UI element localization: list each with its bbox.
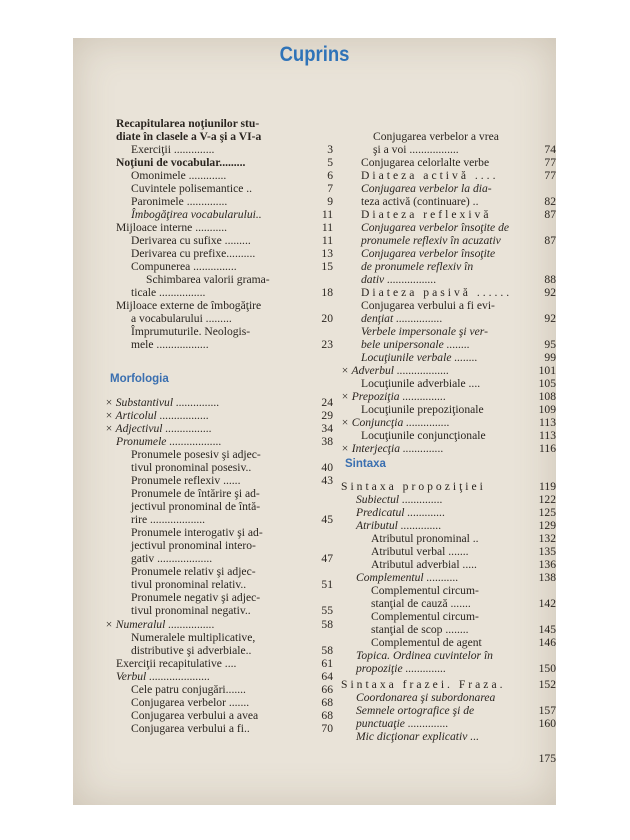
toc-entry-page-number: 70: [321, 722, 333, 735]
toc-entry-title: Pronumele relativ şi adjec-: [131, 565, 256, 578]
toc-entry-title: Îmbogăţirea vocabularului..: [131, 208, 262, 221]
toc-entry-title: teza activă (continuare) ..: [361, 195, 479, 208]
toc-entry-page-number: 146: [538, 636, 556, 649]
toc-entry-title: rire ...................: [131, 513, 206, 526]
toc-entry-page-number: 132: [538, 532, 556, 545]
toc-entry-title: dativ .................: [361, 273, 437, 286]
toc-entry-page-number: 160: [538, 717, 556, 730]
page-title: Cuprins: [279, 43, 350, 66]
toc-entry-page-number: 125: [538, 506, 556, 519]
toc-entry-page-number: 136: [538, 558, 556, 571]
toc-entry-page-number: 157: [538, 704, 556, 717]
toc-entry-title: Omonimele .............: [131, 169, 227, 182]
toc-entry-title: Complementul de agent: [371, 636, 482, 649]
toc-entry-title: Atributul pronominal ..: [371, 532, 479, 545]
toc-entry-title: Conjugarea verbului a fi evi-: [361, 299, 495, 312]
toc-entry-title: Pronumele reflexiv ......: [131, 474, 241, 487]
toc-entry-title: Locuţiunile verbale ........: [361, 351, 478, 364]
toc-entry-page-number: 88: [544, 273, 556, 286]
toc-entry-title: Verbul .....................: [116, 670, 211, 683]
section-heading-morfologia: Morfologia: [110, 373, 169, 385]
toc-entry-page-number: 138: [538, 571, 556, 584]
toc-entry-page-number: 64: [321, 670, 333, 683]
toc-entry-title: Locuţiunile conjuncţionale: [361, 429, 486, 442]
toc-entry-title: Mic dicţionar explicativ ...: [356, 730, 479, 743]
toc-entry-title: jectivul pronominal de întă-: [131, 500, 261, 513]
toc-entry-title: Complementul ...........: [356, 571, 459, 584]
toc-entry-page-number: 43: [321, 474, 333, 487]
toc-entry-page-number: 150: [538, 662, 556, 675]
toc-entry-page-number: 29: [321, 409, 333, 422]
toc-entry-title: Numeralele multiplicative,: [131, 631, 256, 644]
toc-entry-title: tivul pronominal negativ..: [131, 604, 251, 617]
toc-entry-title: Pronumele negativ şi adjec-: [131, 591, 261, 604]
toc-entry-page-number: 119: [539, 480, 556, 493]
toc-entry-title: × Conjuncţia ...............: [341, 416, 450, 429]
toc-entry-page-number: 175: [538, 752, 556, 765]
toc-entry-page-number: 13: [321, 247, 333, 260]
toc-entry-page-number: 87: [544, 208, 556, 221]
toc-entry-page-number: 45: [321, 513, 333, 526]
toc-entry-title: diate în clasele a V-a şi a VI-a: [116, 130, 262, 143]
toc-entry-title: Paronimele ..............: [131, 195, 228, 208]
toc-entry-title: Exerciţii recapitulative ....: [116, 657, 237, 670]
toc-entry-page-number: 129: [538, 519, 556, 532]
toc-entry-title: Locuţiunile prepoziţionale: [361, 403, 484, 416]
toc-entry-title: Conjugarea verbelor însoţite de: [361, 221, 510, 234]
toc-entry-title: Verbele impersonale şi ver-: [361, 325, 488, 338]
toc-entry-page-number: 40: [321, 461, 333, 474]
toc-entry-title: Pronumele ..................: [116, 435, 222, 448]
toc-entry-title: Coordonarea şi subordonarea: [356, 691, 496, 704]
toc-entry-title: denţiat ................: [361, 312, 443, 325]
toc-entry-title: mele ..................: [131, 338, 209, 351]
toc-entry-page-number: 142: [538, 597, 556, 610]
toc-entry-title: tivul pronominal relativ..: [131, 578, 247, 591]
toc-entry-page-number: 74: [544, 143, 556, 156]
toc-entry-title: Noţiuni de vocabular.........: [116, 156, 246, 169]
toc-entry-title: stanţial de cauză .......: [371, 597, 471, 610]
toc-entry-page-number: 61: [321, 657, 333, 670]
toc-entry-title: Diateza activă ....: [361, 169, 499, 182]
toc-entry-title: Conjugarea verbului a fi..: [131, 722, 250, 735]
toc-entry-page-number: 58: [321, 644, 333, 657]
toc-entry-title: bele unipersonale ........: [361, 338, 470, 351]
toc-entry-title: şi a voi .................: [373, 143, 459, 156]
toc-entry-page-number: 7: [327, 182, 333, 195]
toc-entry-title: Complementul circum-: [371, 610, 479, 623]
toc-entry-page-number: 116: [539, 442, 556, 455]
toc-entry-title: Sintaxa propoziţiei: [341, 480, 486, 493]
toc-entry-page-number: 99: [544, 351, 556, 364]
toc-entry-title: punctuaţie ..............: [356, 717, 449, 730]
toc-entry-page-number: 20: [321, 312, 333, 325]
toc-entry-title: Diateza pasivă ......: [361, 286, 513, 299]
section-heading-sintaxa: Sintaxa: [345, 458, 386, 470]
toc-entry-page-number: 51: [321, 578, 333, 591]
toc-entry-title: Pronumele interogativ şi ad-: [131, 526, 263, 539]
toc-entry-page-number: 24: [321, 396, 333, 409]
toc-entry-title: propoziţie ..............: [356, 662, 447, 675]
toc-entry-title: Recapitularea noţiunilor stu-: [116, 117, 260, 130]
toc-entry-page-number: 23: [321, 338, 333, 351]
toc-entry-title: Conjugarea verbelor .......: [131, 696, 250, 709]
toc-entry-page-number: 152: [538, 678, 556, 691]
toc-entry-page-number: 11: [321, 208, 333, 221]
toc-entry-title: Pronumele de întărire şi ad-: [131, 487, 260, 500]
toc-entry-page-number: 77: [544, 169, 556, 182]
toc-entry-page-number: 15: [321, 260, 333, 273]
toc-entry-title: Schimbarea valorii grama-: [146, 273, 270, 286]
toc-entry-title: Conjugarea verbelor însoţite: [361, 247, 496, 260]
toc-entry-title: × Prepoziţia ...............: [341, 390, 446, 403]
toc-entry-page-number: 66: [321, 683, 333, 696]
toc-entry-page-number: 3: [327, 143, 333, 156]
toc-entry-title: jectivul pronominal intero-: [131, 539, 256, 552]
toc-entry-title: Mijloace externe de îmbogăţire: [116, 299, 262, 312]
book-page: [73, 38, 556, 805]
toc-entry-title: Pronumele posesiv şi adjec-: [131, 448, 261, 461]
toc-entry-page-number: 11: [321, 221, 333, 234]
toc-entry-page-number: 92: [544, 286, 556, 299]
toc-entry-title: × Articolul .................: [105, 409, 209, 422]
toc-entry-title: Derivarea cu sufixe .........: [131, 234, 251, 247]
toc-entry-title: Conjugarea celorlalte verbe: [361, 156, 490, 169]
toc-entry-page-number: 122: [538, 493, 556, 506]
toc-entry-title: × Substantivul ...............: [105, 396, 220, 409]
toc-entry-title: × Adjectivul ................: [105, 422, 212, 435]
toc-entry-title: de pronumele reflexiv în: [361, 260, 474, 273]
toc-entry-title: × Adverbul ..................: [341, 364, 450, 377]
toc-entry-title: distributive şi adverbiale..: [131, 644, 252, 657]
toc-entry-title: Complementul circum-: [371, 584, 479, 597]
toc-entry-title: ticale ................: [131, 286, 206, 299]
toc-entry-title: Locuţiunile adverbiale ....: [361, 377, 481, 390]
toc-entry-title: Predicatul .............: [356, 506, 446, 519]
toc-entry-page-number: 108: [538, 390, 556, 403]
toc-entry-page-number: 47: [321, 552, 333, 565]
toc-entry-title: Subiectul ..............: [356, 493, 443, 506]
toc-entry-page-number: 9: [327, 195, 333, 208]
toc-entry-title: Diateza reflexivă: [361, 208, 492, 221]
toc-entry-title: Exerciţii ..............: [131, 143, 215, 156]
toc-entry-title: a vocabularului .........: [131, 312, 232, 325]
toc-entry-page-number: 113: [539, 429, 556, 442]
toc-entry-page-number: 113: [539, 416, 556, 429]
toc-entry-title: Cele patru conjugări.......: [131, 683, 246, 696]
toc-entry-page-number: 82: [544, 195, 556, 208]
toc-entry-title: Atributul verbal .......: [371, 545, 469, 558]
toc-entry-page-number: 6: [327, 169, 333, 182]
toc-entry-title: Conjugarea verbului a avea: [131, 709, 259, 722]
toc-entry-page-number: 109: [538, 403, 556, 416]
toc-entry-title: Atributul adverbial .....: [371, 558, 477, 571]
toc-entry-page-number: 5: [327, 156, 333, 169]
toc-entry-title: pronumele reflexiv în acuzativ: [361, 234, 501, 247]
toc-entry-title: Conjugarea verbelor la dia-: [361, 182, 492, 195]
toc-entry-title: × Interjecţia ..............: [341, 442, 444, 455]
toc-entry-page-number: 105: [538, 377, 556, 390]
toc-entry-title: tivul pronominal posesiv..: [131, 461, 252, 474]
toc-entry-page-number: 18: [321, 286, 333, 299]
toc-entry-page-number: 68: [321, 696, 333, 709]
toc-entry-title: Împrumuturile. Neologis-: [131, 325, 251, 338]
toc-entry-page-number: 38: [321, 435, 333, 448]
toc-entry-title: Topica. Ordinea cuvintelor în: [356, 649, 493, 662]
toc-entry-title: Mijloace interne ...........: [116, 221, 228, 234]
toc-entry-page-number: 101: [538, 364, 556, 377]
toc-entry-title: Atributul ..............: [356, 519, 442, 532]
toc-entry-title: Cuvintele polisemantice ..: [131, 182, 253, 195]
toc-entry-title: Sintaxa frazei. Fraza.: [341, 678, 506, 691]
toc-entry-title: Compunerea ...............: [131, 260, 237, 273]
toc-entry-page-number: 34: [321, 422, 333, 435]
toc-entry-page-number: 68: [321, 709, 333, 722]
toc-entry-title: × Numeralul ................: [105, 618, 215, 631]
toc-entry-title: Derivarea cu prefixe..........: [131, 247, 256, 260]
toc-entry-page-number: 11: [321, 234, 333, 247]
toc-entry-page-number: 77: [544, 156, 556, 169]
toc-entry-title: Semnele ortografice şi de: [356, 704, 475, 717]
toc-entry-page-number: 58: [321, 618, 333, 631]
toc-entry-page-number: 145: [538, 623, 556, 636]
toc-entry-page-number: 95: [544, 338, 556, 351]
toc-entry-title: stanţial de scop ........: [371, 623, 469, 636]
toc-entry-page-number: 92: [544, 312, 556, 325]
toc-entry-title: Conjugarea verbelor a vrea: [373, 130, 499, 143]
toc-entry-page-number: 135: [538, 545, 556, 558]
toc-entry-page-number: 55: [321, 604, 333, 617]
toc-entry-title: gativ ...................: [131, 552, 213, 565]
toc-entry-page-number: 87: [544, 234, 556, 247]
